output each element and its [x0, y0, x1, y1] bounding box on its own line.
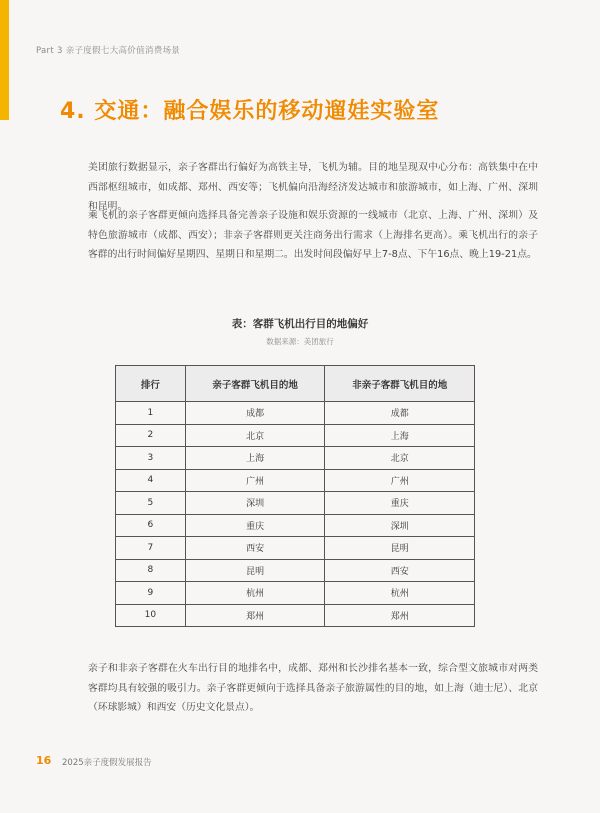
cell-rank: 9 — [116, 582, 186, 605]
table-row — [116, 469, 475, 492]
cell-rank: 1 — [116, 402, 186, 425]
paragraph-1: 美团旅行数据显示，亲子客群出行偏好为高铁主导，飞机为辅。目的地呈现双中心分布：高铁集中在中西部枢纽城市，如成都、郑州、西安等；飞机偏向沿海经济发达城市和旅游城市，如上海、广州、深圳和昆明。 — [88, 162, 538, 212]
cell-rank: 10 — [116, 604, 186, 627]
section-title: 4. 交通：融合娱乐的移动遛娃实验室 — [60, 99, 440, 124]
cell-rank: 4 — [116, 469, 186, 492]
accent-bar — [0, 0, 9, 120]
cell-nonfamily-destination: 杭州 — [325, 582, 475, 605]
page-number: 16 — [36, 754, 52, 767]
table-title: 表：客群飞机出行目的地偏好 — [231, 318, 369, 330]
cell-rank: 3 — [116, 447, 186, 470]
table-row — [116, 537, 475, 560]
destination-table — [115, 365, 475, 627]
table-row — [116, 424, 475, 447]
table-source: 数据来源：美团旅行 — [266, 337, 334, 346]
cell-family-destination: 广州 — [185, 469, 325, 492]
cell-nonfamily-destination: 重庆 — [325, 492, 475, 515]
cell-nonfamily-destination: 广州 — [325, 469, 475, 492]
cell-rank: 7 — [116, 537, 186, 560]
cell-nonfamily-destination: 昆明 — [325, 537, 475, 560]
cell-family-destination: 上海 — [185, 447, 325, 470]
header-rank: 排行 — [116, 366, 186, 402]
cell-nonfamily-destination: 西安 — [325, 559, 475, 582]
cell-family-destination: 成都 — [185, 402, 325, 425]
cell-family-destination: 杭州 — [185, 582, 325, 605]
table-row — [116, 582, 475, 605]
header-nonfamily-destination: 非亲子客群飞机目的地 — [325, 366, 475, 402]
cell-family-destination: 北京 — [185, 424, 325, 447]
cell-nonfamily-destination: 上海 — [325, 424, 475, 447]
paragraph-3: 亲子和非亲子客群在火车出行目的地排名中，成都、郑州和长沙排名基本一致，综合型文旅城市对两类客群均具有较强的吸引力。亲子客群更倾向于选择具备亲子旅游属性的目的地，如上海（迪士尼）、北京（环球影城）和西安（历史文化景点）。 — [88, 663, 538, 713]
cell-nonfamily-destination: 郑州 — [325, 604, 475, 627]
cell-nonfamily-destination: 成都 — [325, 402, 475, 425]
cell-family-destination: 重庆 — [185, 514, 325, 537]
cell-rank: 5 — [116, 492, 186, 515]
report-name: 2025亲子度假发展报告 — [62, 758, 152, 768]
table-header-row — [116, 366, 475, 402]
paragraph-2: 乘飞机的亲子客群更倾向选择具备完善亲子设施和娱乐资源的一线城市（北京、上海、广州、深圳）及特色旅游城市（成都、西安）；非亲子客群则更关注商务出行需求（上海排名更高）。乘飞机出行的亲子客群的出行时间偏好星期四、星期日和星期二。出发时间段偏好早上7-8点、下午16点、晚上19-21点。 — [88, 210, 538, 260]
table-row — [116, 514, 475, 537]
cell-rank: 2 — [116, 424, 186, 447]
cell-nonfamily-destination: 深圳 — [325, 514, 475, 537]
table-row — [116, 402, 475, 425]
cell-family-destination: 昆明 — [185, 559, 325, 582]
table-row — [116, 559, 475, 582]
cell-family-destination: 深圳 — [185, 492, 325, 515]
table-row — [116, 447, 475, 470]
cell-family-destination: 郑州 — [185, 604, 325, 627]
part-label: Part 3 亲子度假七大高价值消费场景 — [36, 46, 181, 56]
cell-nonfamily-destination: 北京 — [325, 447, 475, 470]
cell-rank: 6 — [116, 514, 186, 537]
cell-rank: 8 — [116, 559, 186, 582]
header-family-destination: 亲子客群飞机目的地 — [185, 366, 325, 402]
cell-family-destination: 西安 — [185, 537, 325, 560]
table-row — [116, 604, 475, 627]
table-row — [116, 492, 475, 515]
